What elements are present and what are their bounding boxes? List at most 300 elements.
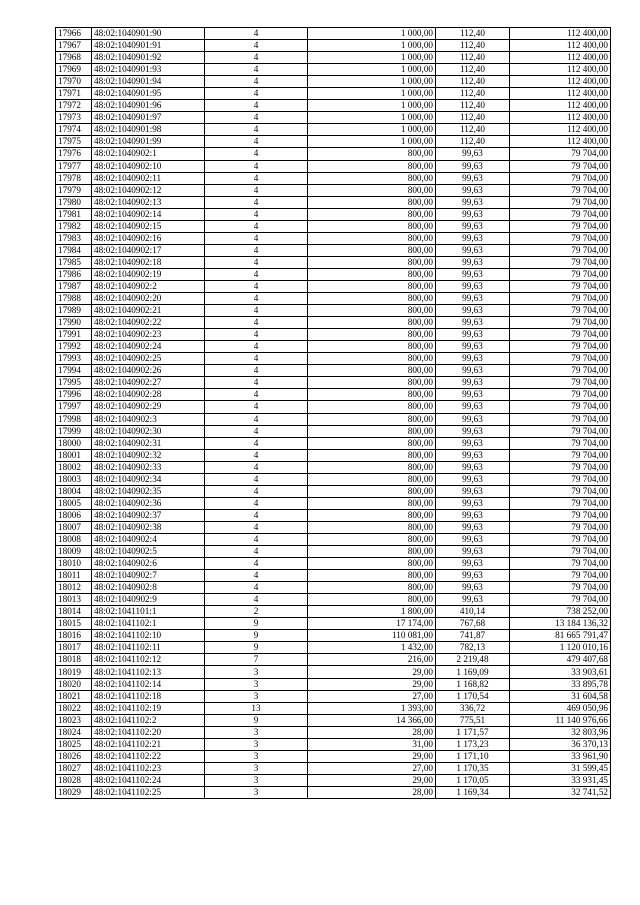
cadastral-number-cell: 48:02:1040901:91: [92, 40, 205, 52]
table-row: [56, 654, 611, 666]
cadastral-value-cell: 479 407,68: [510, 654, 611, 666]
cadastral-value-cell: 79 704,00: [510, 232, 611, 244]
category-code-cell: 3: [205, 690, 308, 702]
row-number-cell: 18029: [56, 786, 92, 798]
area-cell: 800,00: [308, 329, 436, 341]
category-code-cell: 3: [205, 786, 308, 798]
area-cell: 800,00: [308, 196, 436, 208]
area-cell: 800,00: [308, 485, 436, 497]
cadastral-value-cell: 79 704,00: [510, 389, 611, 401]
cadastral-value-cell: 79 704,00: [510, 148, 611, 160]
area-cell: 29,00: [308, 678, 436, 690]
cadastral-number-cell: 48:02:1041102:21: [92, 738, 205, 750]
area-cell: 800,00: [308, 172, 436, 184]
row-number-cell: 17977: [56, 160, 92, 172]
cadastral-value-cell: 79 704,00: [510, 329, 611, 341]
specific-value-cell: 99,63: [436, 317, 510, 329]
table-row: [56, 329, 611, 341]
area-cell: 800,00: [308, 425, 436, 437]
area-cell: 800,00: [308, 570, 436, 582]
cadastral-number-cell: 48:02:1040902:27: [92, 377, 205, 389]
cadastral-value-cell: 112 400,00: [510, 64, 611, 76]
row-number-cell: 18016: [56, 630, 92, 642]
cadastral-number-cell: 48:02:1040902:5: [92, 546, 205, 558]
cadastral-number-cell: 48:02:1041102:22: [92, 750, 205, 762]
cadastral-number-cell: 48:02:1040902:15: [92, 220, 205, 232]
cadastral-value-cell: 79 704,00: [510, 353, 611, 365]
table-row: [56, 521, 611, 533]
cadastral-number-cell: 48:02:1041101:1: [92, 606, 205, 618]
cadastral-number-cell: 48:02:1040902:37: [92, 509, 205, 521]
specific-value-cell: 99,63: [436, 172, 510, 184]
cadastral-number-cell: 48:02:1041102:18: [92, 690, 205, 702]
area-cell: 800,00: [308, 582, 436, 594]
cadastral-value-cell: 79 704,00: [510, 305, 611, 317]
cadastral-number-cell: 48:02:1041102:25: [92, 786, 205, 798]
category-code-cell: 4: [205, 329, 308, 341]
cadastral-number-cell: 48:02:1040902:12: [92, 184, 205, 196]
cadastral-value-cell: 79 704,00: [510, 268, 611, 280]
row-number-cell: 17980: [56, 196, 92, 208]
row-number-cell: 18006: [56, 509, 92, 521]
cadastral-number-cell: 48:02:1040901:90: [92, 28, 205, 40]
row-number-cell: 18019: [56, 666, 92, 678]
table-row: [56, 341, 611, 353]
category-code-cell: 4: [205, 558, 308, 570]
category-code-cell: 3: [205, 666, 308, 678]
category-code-cell: 4: [205, 461, 308, 473]
category-code-cell: 7: [205, 654, 308, 666]
row-number-cell: 17970: [56, 76, 92, 88]
area-cell: 800,00: [308, 365, 436, 377]
specific-value-cell: 1 170,35: [436, 762, 510, 774]
row-number-cell: 18007: [56, 521, 92, 533]
specific-value-cell: 112,40: [436, 100, 510, 112]
table-row: [56, 425, 611, 437]
specific-value-cell: 2 219,48: [436, 654, 510, 666]
table-row: [56, 582, 611, 594]
row-number-cell: 18022: [56, 702, 92, 714]
area-cell: 800,00: [308, 341, 436, 353]
specific-value-cell: 741,87: [436, 630, 510, 642]
table-row: [56, 220, 611, 232]
area-cell: 1 000,00: [308, 52, 436, 64]
row-number-cell: 18014: [56, 606, 92, 618]
table-row: [56, 594, 611, 606]
area-cell: 800,00: [308, 533, 436, 545]
row-number-cell: 18001: [56, 449, 92, 461]
cadastral-number-cell: 48:02:1041102:13: [92, 666, 205, 678]
category-code-cell: 3: [205, 738, 308, 750]
area-cell: 800,00: [308, 220, 436, 232]
cadastral-number-cell: 48:02:1041102:2: [92, 714, 205, 726]
cadastral-value-cell: 79 704,00: [510, 256, 611, 268]
row-number-cell: 18002: [56, 461, 92, 473]
cadastral-number-cell: 48:02:1040902:11: [92, 172, 205, 184]
cadastral-value-cell: 79 704,00: [510, 196, 611, 208]
category-code-cell: 4: [205, 533, 308, 545]
area-cell: 800,00: [308, 244, 436, 256]
table-row: [56, 52, 611, 64]
cadastral-value-cell: 79 704,00: [510, 461, 611, 473]
area-cell: 800,00: [308, 268, 436, 280]
category-code-cell: 4: [205, 172, 308, 184]
cadastral-value-cell: 112 400,00: [510, 124, 611, 136]
area-cell: 800,00: [308, 509, 436, 521]
category-code-cell: 4: [205, 256, 308, 268]
area-cell: 1 000,00: [308, 64, 436, 76]
cadastral-value-cell: 112 400,00: [510, 28, 611, 40]
cadastral-number-cell: 48:02:1040902:30: [92, 425, 205, 437]
table-row: [56, 208, 611, 220]
table-row: [56, 401, 611, 413]
category-code-cell: 4: [205, 377, 308, 389]
row-number-cell: 17978: [56, 172, 92, 184]
table-row: [56, 88, 611, 100]
category-code-cell: 4: [205, 124, 308, 136]
specific-value-cell: 99,63: [436, 293, 510, 305]
table-row: [56, 714, 611, 726]
cadastral-number-cell: 48:02:1041102:19: [92, 702, 205, 714]
specific-value-cell: 99,63: [436, 377, 510, 389]
specific-value-cell: 1 170,54: [436, 690, 510, 702]
area-cell: 800,00: [308, 377, 436, 389]
specific-value-cell: 99,63: [436, 449, 510, 461]
area-cell: 800,00: [308, 546, 436, 558]
specific-value-cell: 112,40: [436, 52, 510, 64]
cadastral-number-cell: 48:02:1040902:9: [92, 594, 205, 606]
category-code-cell: 3: [205, 678, 308, 690]
area-cell: 29,00: [308, 774, 436, 786]
category-code-cell: 3: [205, 726, 308, 738]
row-number-cell: 18024: [56, 726, 92, 738]
area-cell: 1 000,00: [308, 88, 436, 100]
specific-value-cell: 1 169,09: [436, 666, 510, 678]
category-code-cell: 4: [205, 449, 308, 461]
category-code-cell: 3: [205, 762, 308, 774]
cadastral-number-cell: 48:02:1040902:13: [92, 196, 205, 208]
table-row: [56, 293, 611, 305]
category-code-cell: 9: [205, 642, 308, 654]
cadastral-value-cell: 79 704,00: [510, 449, 611, 461]
area-cell: 800,00: [308, 353, 436, 365]
specific-value-cell: 767,68: [436, 618, 510, 630]
area-cell: 29,00: [308, 750, 436, 762]
table-row: [56, 774, 611, 786]
area-cell: 1 000,00: [308, 76, 436, 88]
category-code-cell: 4: [205, 232, 308, 244]
specific-value-cell: 99,63: [436, 329, 510, 341]
specific-value-cell: 1 169,34: [436, 786, 510, 798]
specific-value-cell: 99,63: [436, 244, 510, 256]
area-cell: 1 000,00: [308, 112, 436, 124]
table-row: [56, 630, 611, 642]
category-code-cell: 4: [205, 473, 308, 485]
cadastral-number-cell: 48:02:1041102:20: [92, 726, 205, 738]
category-code-cell: 4: [205, 570, 308, 582]
cadastral-value-cell: 79 704,00: [510, 485, 611, 497]
specific-value-cell: 99,63: [436, 232, 510, 244]
area-cell: 17 174,00: [308, 618, 436, 630]
category-code-cell: 4: [205, 401, 308, 413]
row-number-cell: 17975: [56, 136, 92, 148]
table-row: [56, 461, 611, 473]
category-code-cell: 4: [205, 184, 308, 196]
area-cell: 27,00: [308, 690, 436, 702]
cadastral-value-cell: 79 704,00: [510, 160, 611, 172]
specific-value-cell: 1 171,57: [436, 726, 510, 738]
specific-value-cell: 1 168,82: [436, 678, 510, 690]
cadastral-number-cell: 48:02:1040902:20: [92, 293, 205, 305]
cadastral-value-cell: 79 704,00: [510, 341, 611, 353]
table-row: [56, 606, 611, 618]
cadastral-value-cell: 11 140 976,66: [510, 714, 611, 726]
category-code-cell: 4: [205, 353, 308, 365]
cadastral-value-cell: 79 704,00: [510, 208, 611, 220]
cadastral-value-cell: 79 704,00: [510, 582, 611, 594]
specific-value-cell: 1 173,23: [436, 738, 510, 750]
cadastral-value-cell: 79 704,00: [510, 558, 611, 570]
cadastral-value-cell: 31 599,45: [510, 762, 611, 774]
cadastral-number-cell: 48:02:1040902:28: [92, 389, 205, 401]
cadastral-value-cell: 79 704,00: [510, 244, 611, 256]
area-cell: 800,00: [308, 449, 436, 461]
area-cell: 800,00: [308, 473, 436, 485]
row-number-cell: 18028: [56, 774, 92, 786]
table-row: [56, 377, 611, 389]
category-code-cell: 4: [205, 497, 308, 509]
cadastral-number-cell: 48:02:1040902:22: [92, 317, 205, 329]
specific-value-cell: 99,63: [436, 497, 510, 509]
specific-value-cell: 99,63: [436, 268, 510, 280]
specific-value-cell: 112,40: [436, 76, 510, 88]
row-number-cell: 18017: [56, 642, 92, 654]
row-number-cell: 18005: [56, 497, 92, 509]
table-row: [56, 786, 611, 798]
row-number-cell: 18010: [56, 558, 92, 570]
area-cell: 800,00: [308, 558, 436, 570]
category-code-cell: 9: [205, 630, 308, 642]
cadastral-value-cell: 33 895,78: [510, 678, 611, 690]
row-number-cell: 18003: [56, 473, 92, 485]
cadastral-number-cell: 48:02:1040902:10: [92, 160, 205, 172]
cadastral-number-cell: 48:02:1040901:95: [92, 88, 205, 100]
cadastral-value-cell: 738 252,00: [510, 606, 611, 618]
table-row: [56, 256, 611, 268]
area-cell: 800,00: [308, 293, 436, 305]
cadastral-number-cell: 48:02:1040902:4: [92, 533, 205, 545]
specific-value-cell: 336,72: [436, 702, 510, 714]
row-number-cell: 17968: [56, 52, 92, 64]
table-row: [56, 750, 611, 762]
category-code-cell: 4: [205, 509, 308, 521]
cadastral-value-cell: 79 704,00: [510, 533, 611, 545]
table-row: [56, 112, 611, 124]
category-code-cell: 4: [205, 196, 308, 208]
category-code-cell: 4: [205, 52, 308, 64]
row-number-cell: 18026: [56, 750, 92, 762]
category-code-cell: 4: [205, 220, 308, 232]
table-row: [56, 485, 611, 497]
row-number-cell: 17983: [56, 232, 92, 244]
specific-value-cell: 99,63: [436, 461, 510, 473]
row-number-cell: 17993: [56, 353, 92, 365]
category-code-cell: 4: [205, 88, 308, 100]
table-row: [56, 449, 611, 461]
specific-value-cell: 99,63: [436, 401, 510, 413]
category-code-cell: 4: [205, 280, 308, 292]
row-number-cell: 17990: [56, 317, 92, 329]
cadastral-number-cell: 48:02:1040902:26: [92, 365, 205, 377]
table-row: [56, 546, 611, 558]
area-cell: 800,00: [308, 256, 436, 268]
cadastral-number-cell: 48:02:1040901:96: [92, 100, 205, 112]
row-number-cell: 18027: [56, 762, 92, 774]
category-code-cell: 4: [205, 317, 308, 329]
cadastral-number-cell: 48:02:1040901:99: [92, 136, 205, 148]
row-number-cell: 17976: [56, 148, 92, 160]
row-number-cell: 17974: [56, 124, 92, 136]
area-cell: 1 000,00: [308, 28, 436, 40]
specific-value-cell: 99,63: [436, 594, 510, 606]
table-row: [56, 244, 611, 256]
cadastral-value-cell: 79 704,00: [510, 317, 611, 329]
cadastral-value-cell: 469 050,96: [510, 702, 611, 714]
cadastral-value-cell: 79 704,00: [510, 220, 611, 232]
row-number-cell: 17986: [56, 268, 92, 280]
cadastral-number-cell: 48:02:1041102:23: [92, 762, 205, 774]
table-row: [56, 268, 611, 280]
area-cell: 28,00: [308, 726, 436, 738]
area-cell: 31,00: [308, 738, 436, 750]
cadastral-value-cell: 79 704,00: [510, 509, 611, 521]
cadastral-number-cell: 48:02:1040902:16: [92, 232, 205, 244]
cadastral-value-cell: 33 931,45: [510, 774, 611, 786]
specific-value-cell: 112,40: [436, 40, 510, 52]
cadastral-number-cell: 48:02:1040901:97: [92, 112, 205, 124]
cadastral-value-cell: 112 400,00: [510, 136, 611, 148]
row-number-cell: 17997: [56, 401, 92, 413]
specific-value-cell: 99,63: [436, 533, 510, 545]
specific-value-cell: 99,63: [436, 546, 510, 558]
category-code-cell: 4: [205, 64, 308, 76]
cadastral-number-cell: 48:02:1040901:94: [92, 76, 205, 88]
row-number-cell: 17971: [56, 88, 92, 100]
table-row: [56, 702, 611, 714]
cadastral-value-cell: 79 704,00: [510, 377, 611, 389]
cadastral-number-cell: 48:02:1040902:14: [92, 208, 205, 220]
row-number-cell: 17991: [56, 329, 92, 341]
category-code-cell: 4: [205, 546, 308, 558]
row-number-cell: 17973: [56, 112, 92, 124]
category-code-cell: 3: [205, 774, 308, 786]
area-cell: 800,00: [308, 232, 436, 244]
area-cell: 800,00: [308, 160, 436, 172]
cadastral-value-cell: 79 704,00: [510, 570, 611, 582]
area-cell: 1 000,00: [308, 124, 436, 136]
cadastral-value-cell: 112 400,00: [510, 88, 611, 100]
category-code-cell: 4: [205, 293, 308, 305]
row-number-cell: 18013: [56, 594, 92, 606]
row-number-cell: 17984: [56, 244, 92, 256]
category-code-cell: 4: [205, 485, 308, 497]
row-number-cell: 17994: [56, 365, 92, 377]
specific-value-cell: 99,63: [436, 389, 510, 401]
row-number-cell: 17999: [56, 425, 92, 437]
table-row: [56, 509, 611, 521]
cadastral-value-cell: 33 961,90: [510, 750, 611, 762]
specific-value-cell: 112,40: [436, 124, 510, 136]
category-code-cell: 4: [205, 112, 308, 124]
category-code-cell: 3: [205, 750, 308, 762]
table-row: [56, 678, 611, 690]
row-number-cell: 17988: [56, 293, 92, 305]
specific-value-cell: 410,14: [436, 606, 510, 618]
cadastral-number-cell: 48:02:1040902:1: [92, 148, 205, 160]
cadastral-number-cell: 48:02:1040902:33: [92, 461, 205, 473]
category-code-cell: 4: [205, 389, 308, 401]
row-number-cell: 17998: [56, 413, 92, 425]
specific-value-cell: 99,63: [436, 425, 510, 437]
cadastral-value-cell: 112 400,00: [510, 40, 611, 52]
specific-value-cell: 112,40: [436, 28, 510, 40]
cadastral-value-cell: 79 704,00: [510, 425, 611, 437]
cadastral-value-cell: 79 704,00: [510, 521, 611, 533]
specific-value-cell: 99,63: [436, 280, 510, 292]
table-row: [56, 124, 611, 136]
cadastral-value-cell: 79 704,00: [510, 473, 611, 485]
cadastral-number-cell: 48:02:1040902:29: [92, 401, 205, 413]
row-number-cell: 18015: [56, 618, 92, 630]
area-cell: 800,00: [308, 389, 436, 401]
specific-value-cell: 99,63: [436, 437, 510, 449]
row-number-cell: 18018: [56, 654, 92, 666]
cadastral-number-cell: 48:02:1040902:31: [92, 437, 205, 449]
specific-value-cell: 99,63: [436, 184, 510, 196]
cadastral-value-cell: 79 704,00: [510, 280, 611, 292]
area-cell: 1 432,00: [308, 642, 436, 654]
cadastral-number-cell: 48:02:1041102:12: [92, 654, 205, 666]
table-row: [56, 280, 611, 292]
table-row: [56, 148, 611, 160]
specific-value-cell: 99,63: [436, 160, 510, 172]
area-cell: 1 000,00: [308, 100, 436, 112]
category-code-cell: 4: [205, 582, 308, 594]
area-cell: 110 081,00: [308, 630, 436, 642]
table-row: [56, 389, 611, 401]
cadastral-value-cell: 79 704,00: [510, 365, 611, 377]
cadastral-number-cell: 48:02:1041102:11: [92, 642, 205, 654]
cadastral-number-cell: 48:02:1040902:2: [92, 280, 205, 292]
row-number-cell: 18012: [56, 582, 92, 594]
cadastral-number-cell: 48:02:1040902:6: [92, 558, 205, 570]
row-number-cell: 18011: [56, 570, 92, 582]
cadastral-number-cell: 48:02:1040902:7: [92, 570, 205, 582]
specific-value-cell: 112,40: [436, 112, 510, 124]
area-cell: 1 393,00: [308, 702, 436, 714]
table-row: [56, 762, 611, 774]
specific-value-cell: 112,40: [436, 64, 510, 76]
cadastral-value-cell: 112 400,00: [510, 112, 611, 124]
area-cell: 1 000,00: [308, 136, 436, 148]
cadastral-number-cell: 48:02:1040902:3: [92, 413, 205, 425]
cadastral-value-cell: 112 400,00: [510, 52, 611, 64]
cadastral-number-cell: 48:02:1040902:25: [92, 353, 205, 365]
table-row: [56, 533, 611, 545]
cadastral-number-cell: 48:02:1040901:92: [92, 52, 205, 64]
cadastral-value-cell: 79 704,00: [510, 497, 611, 509]
area-cell: 800,00: [308, 317, 436, 329]
